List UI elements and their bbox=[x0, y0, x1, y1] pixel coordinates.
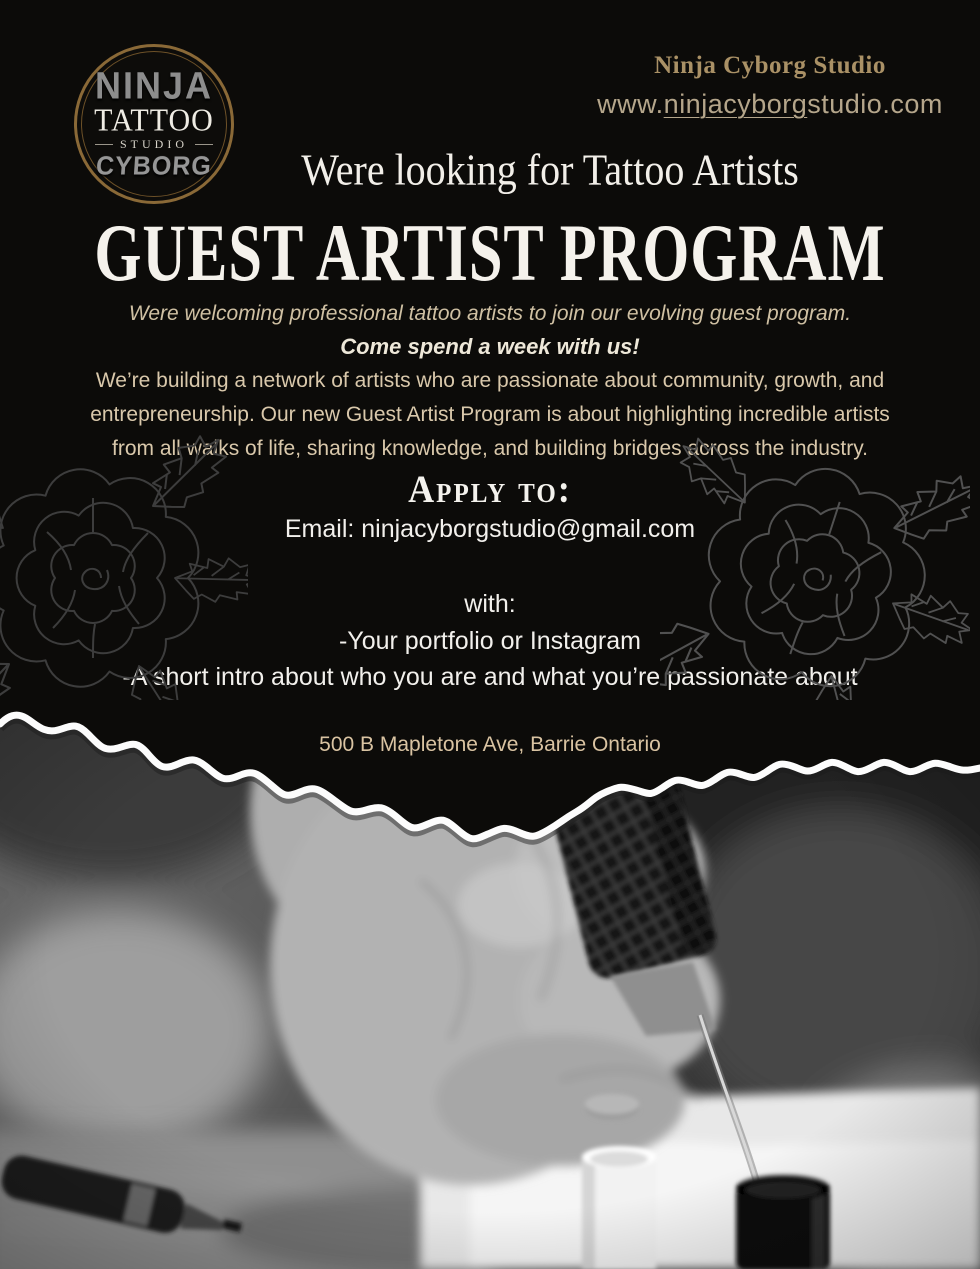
logo-text-ninja: NINJA bbox=[94, 63, 214, 107]
page-title: GUEST ARTIST PROGRAM bbox=[94, 207, 886, 299]
requirement-item: -A short intro about who you are and what you’re passionate about bbox=[122, 663, 858, 691]
email-line: Email: ninjacyborgstudio@gmail.com bbox=[284, 515, 696, 543]
with-label: with: bbox=[464, 590, 516, 618]
street-address: 500 B Mapletone Ave, Barrie Ontario bbox=[319, 733, 661, 756]
url-link-part[interactable]: ninjacyborg bbox=[663, 89, 808, 119]
kicker-heading: Were looking for Tattoo Artists bbox=[301, 144, 799, 195]
website-url[interactable] bbox=[580, 89, 960, 120]
url-rest: studio.com bbox=[807, 89, 943, 119]
program-description: We’re building a network of artists who are passionate about community, growth, and entrepreneurship. Our new Guest Artist Program is about highlighting incredible artists from all walks of life, sharing knowledge, and building bridges across the industry. bbox=[90, 369, 890, 460]
studio-name: Ninja Cyborg Studio bbox=[654, 52, 886, 79]
apply-to-heading: Apply to: bbox=[408, 467, 572, 511]
torn-edge-divider bbox=[0, 700, 980, 860]
intro-line-bold: Come spend a week with us! bbox=[340, 334, 640, 359]
logo-text-studio: STUDIO bbox=[95, 137, 213, 153]
header-right bbox=[580, 52, 960, 120]
url-www: www. bbox=[597, 89, 664, 119]
intro-line-italic: Were welcoming professional tattoo artists to join our evolving guest program. bbox=[128, 302, 852, 325]
logo-text-cyborg: CYBORG bbox=[95, 150, 213, 181]
logo-text-tattoo: TATTOO bbox=[94, 103, 214, 138]
requirement-item: -Your portfolio or Instagram bbox=[338, 627, 641, 655]
